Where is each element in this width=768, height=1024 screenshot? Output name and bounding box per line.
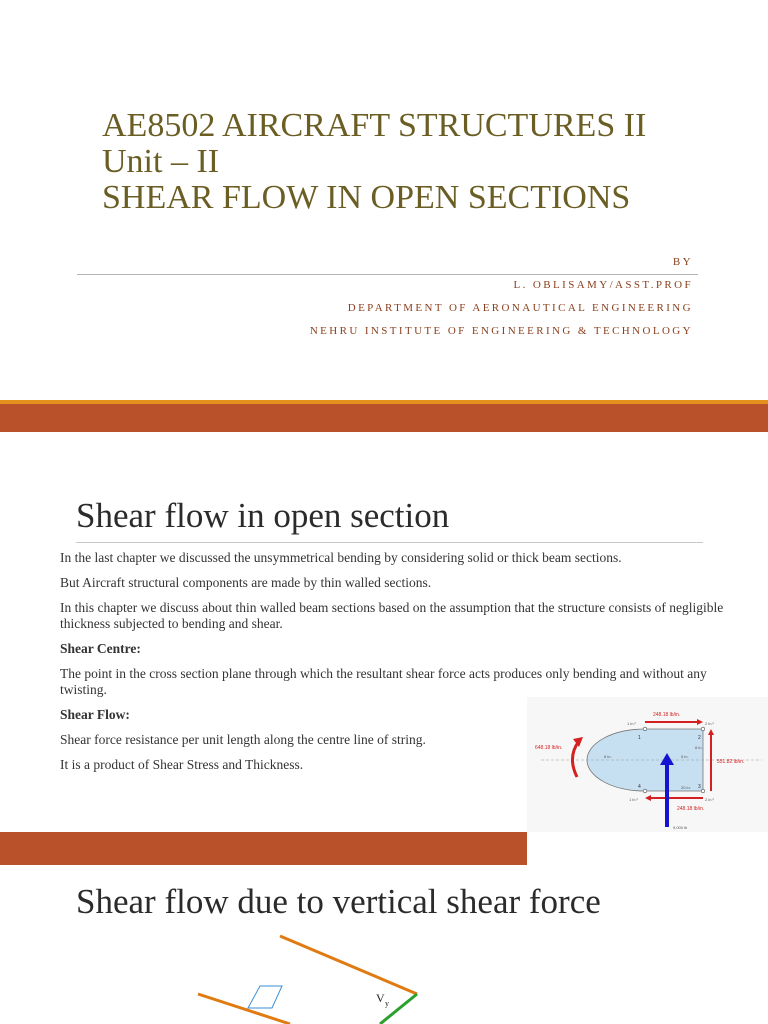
- unit-title: Unit – II: [102, 143, 220, 180]
- element-outline: [248, 986, 282, 1008]
- paragraph: In this chapter we discuss about thin walled beam sections based on the assumption that the structure consists of negligible thickness subjected to bending and shear.: [60, 600, 724, 631]
- title-block: [102, 108, 646, 216]
- paragraph: Shear force resistance per unit length along the centre line of string.: [60, 732, 426, 747]
- byline-department: DEPARTMENT OF AERONAUTICAL ENGINEERING: [347, 302, 693, 314]
- section-shape: [587, 729, 703, 791]
- shear-flow-figure: [527, 697, 768, 832]
- bottom-flow-label: 248.18 lb/in.: [677, 806, 705, 812]
- byline-author: L. OBLISAMY/ASST.PROF: [513, 279, 693, 291]
- heading-shear-flow: Shear Flow:: [60, 707, 130, 722]
- slide-title: Shear flow in open section: [76, 496, 450, 535]
- dim-6in-label: 6 in.: [604, 754, 612, 759]
- node-4: [643, 789, 647, 793]
- paragraph: The point in the cross section plane through which the resultant shear force acts produces only bending and without any twisting.: [60, 666, 707, 697]
- topic-title: SHEAR FLOW IN OPEN SECTIONS: [102, 179, 631, 216]
- area-3-label: 2 in.²: [705, 797, 714, 802]
- content-slide: [0, 866, 768, 1024]
- node-3-label: 3: [698, 784, 701, 790]
- node-1: [643, 727, 647, 731]
- dim-5in-label: 5 in.: [681, 754, 689, 759]
- node-2-label: 2: [698, 735, 701, 741]
- load-label: 9,000 lb: [673, 825, 688, 830]
- node-2: [701, 727, 705, 731]
- dim-20in-label: 20 in.: [681, 785, 691, 790]
- area-2-label: 2 in.²: [705, 721, 714, 726]
- slide-separator-band: [0, 832, 527, 865]
- area-1-label: 1 in.²: [627, 721, 636, 726]
- slide-title: Shear flow due to vertical shear force: [76, 882, 601, 921]
- byline-institute: NEHRU INSTITUTE OF ENGINEERING & TECHNOLOGY: [309, 325, 693, 337]
- node-4-label: 4: [638, 784, 641, 790]
- dim-8in-label: 8 in.: [695, 745, 703, 750]
- area-4-label: 1 in.²: [629, 797, 638, 802]
- node-1-label: 1: [638, 735, 641, 741]
- beam-diagram: [190, 928, 430, 1024]
- left-flow-label: 648.18 lb/in.: [535, 745, 563, 751]
- paragraph: It is a product of Shear Stress and Thickness.: [60, 757, 304, 772]
- slide-separator-band: [0, 404, 768, 432]
- title-divider: [76, 542, 703, 543]
- title-divider: [77, 274, 698, 275]
- title-slide: [0, 0, 768, 400]
- vy-label: V: [376, 991, 385, 1005]
- paragraph: In the last chapter we discussed the unsymmetrical bending by considering solid or thick beam sections.: [60, 550, 622, 565]
- top-flow-label: 248.18 lb/in.: [653, 712, 681, 718]
- paragraph: But Aircraft structural components are made by thin walled sections.: [60, 575, 432, 590]
- vy-subscript: y: [385, 999, 389, 1008]
- byline-by: BY: [672, 256, 693, 268]
- course-title: AE8502 AIRCRAFT STRUCTURES II: [102, 107, 647, 144]
- beam-top-edge: [280, 936, 417, 994]
- content-slide: [0, 432, 768, 832]
- right-flow-label: 551.82 lb/in.: [717, 759, 745, 765]
- node-3: [701, 789, 705, 793]
- heading-shear-centre: Shear Centre:: [60, 641, 141, 656]
